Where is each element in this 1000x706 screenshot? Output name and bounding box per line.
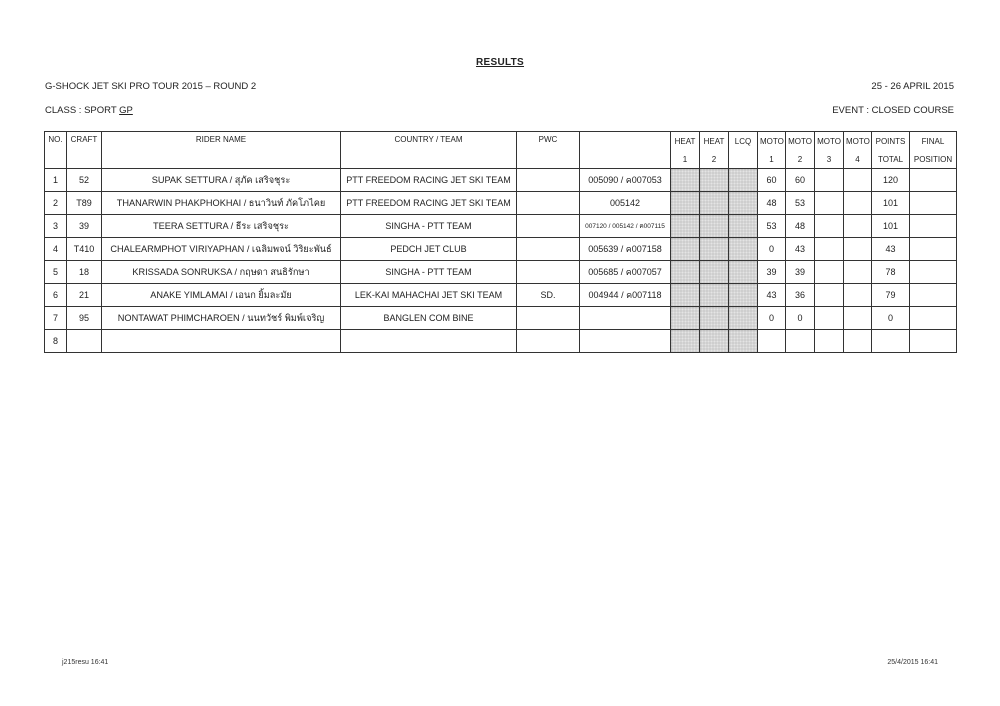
cell-rider-name: KRISSADA SONRUKSA / กฤษดา สนธิรักษา (102, 261, 341, 284)
header-pwc-number (580, 132, 671, 169)
table-row (45, 192, 957, 215)
cell-rider-name: THANARWIN PHAKPHOKHAI / ธนาวินท์ ภัคโภไคย (102, 192, 341, 215)
header-lcq-num (729, 150, 758, 169)
cell-no: 1 (45, 169, 67, 192)
table-row (45, 215, 957, 238)
header-final: FINAL (910, 132, 957, 151)
header-heat-2-num: 2 (700, 150, 729, 169)
cell-lcq (729, 238, 758, 261)
cell-moto-1: 0 (758, 307, 786, 330)
cell-pwc-number: 005090 / ค007053 (580, 169, 671, 192)
cell-final-position (910, 215, 957, 238)
cell-pwc (517, 238, 580, 261)
results-table (44, 131, 957, 353)
cell-craft: T89 (67, 192, 102, 215)
header-craft: CRAFT (67, 132, 102, 169)
cell-pwc-number: 005639 / ค007158 (580, 238, 671, 261)
header-moto-2: MOTO (786, 132, 815, 151)
footer-file-reference: j215resu 16:41 (62, 659, 109, 666)
cell-moto-3 (815, 330, 844, 353)
cell-pwc-number (580, 307, 671, 330)
results-table-body (45, 169, 957, 353)
cell-country-team: BANGLEN COM BINE (341, 307, 517, 330)
cell-country-team: PTT FREEDOM RACING JET SKI TEAM (341, 192, 517, 215)
cell-heat-1 (671, 215, 700, 238)
cell-points-total: 79 (872, 284, 910, 307)
cell-rider-name: TEERA SETTURA / ธีระ เสริจชุระ (102, 215, 341, 238)
cell-points-total: 78 (872, 261, 910, 284)
cell-points-total (872, 330, 910, 353)
header-moto-3: MOTO (815, 132, 844, 151)
cell-lcq (729, 215, 758, 238)
cell-moto-3 (815, 284, 844, 307)
cell-heat-1 (671, 284, 700, 307)
cell-points-total: 101 (872, 215, 910, 238)
header-lcq: LCQ (729, 132, 758, 151)
cell-moto-2: 48 (786, 215, 815, 238)
cell-moto-1: 43 (758, 284, 786, 307)
cell-pwc-number: 004944 / ค007118 (580, 284, 671, 307)
cell-points-total: 43 (872, 238, 910, 261)
cell-moto-4 (844, 238, 872, 261)
cell-heat-2 (700, 307, 729, 330)
cell-no: 3 (45, 215, 67, 238)
cell-rider-name (102, 330, 341, 353)
cell-lcq (729, 169, 758, 192)
cell-country-team: SINGHA - PTT TEAM (341, 261, 517, 284)
cell-craft: 39 (67, 215, 102, 238)
cell-craft: 18 (67, 261, 102, 284)
cell-no: 7 (45, 307, 67, 330)
cell-moto-4 (844, 284, 872, 307)
cell-pwc-number: 005142 (580, 192, 671, 215)
cell-heat-1 (671, 330, 700, 353)
header-position: POSITION (910, 150, 957, 169)
table-row (45, 307, 957, 330)
header-country-team: COUNTRY / TEAM (341, 132, 517, 169)
cell-craft: T410 (67, 238, 102, 261)
cell-pwc-number: 007120 / 005142 / ค007115 (580, 215, 671, 238)
cell-heat-2 (700, 192, 729, 215)
cell-final-position (910, 284, 957, 307)
cell-no: 8 (45, 330, 67, 353)
event-type: EVENT : CLOSED COURSE (832, 105, 954, 116)
cell-heat-1 (671, 169, 700, 192)
cell-final-position (910, 261, 957, 284)
cell-rider-name: CHALEARMPHOT VIRIYAPHAN / เฉลิมพจน์ วิริยะพันธ์ (102, 238, 341, 261)
cell-craft: 21 (67, 284, 102, 307)
event-name: G-SHOCK JET SKI PRO TOUR 2015 – ROUND 2 (45, 81, 257, 92)
cell-heat-1 (671, 261, 700, 284)
cell-pwc (517, 261, 580, 284)
footer-print-timestamp: 25/4/2015 16:41 (887, 659, 938, 666)
header-moto-1-num: 1 (758, 150, 786, 169)
race-class (45, 105, 133, 116)
cell-moto-2: 36 (786, 284, 815, 307)
cell-pwc (517, 192, 580, 215)
cell-final-position (910, 307, 957, 330)
table-row (45, 169, 957, 192)
table-row (45, 238, 957, 261)
cell-lcq (729, 307, 758, 330)
cell-pwc-number (580, 330, 671, 353)
cell-moto-2: 43 (786, 238, 815, 261)
cell-country-team: PTT FREEDOM RACING JET SKI TEAM (341, 169, 517, 192)
cell-craft: 52 (67, 169, 102, 192)
cell-moto-2: 60 (786, 169, 815, 192)
header-moto-2-num: 2 (786, 150, 815, 169)
header-points: POINTS (872, 132, 910, 151)
header-pwc: PWC (517, 132, 580, 169)
cell-moto-2: 0 (786, 307, 815, 330)
table-row (45, 330, 957, 353)
cell-moto-2 (786, 330, 815, 353)
race-class-prefix: CLASS : SPORT (45, 105, 120, 116)
cell-pwc-number: 005685 / ค007057 (580, 261, 671, 284)
cell-rider-name: NONTAWAT PHIMCHAROEN / นนทวัชร์ พิมพ์เจริญ (102, 307, 341, 330)
cell-heat-2 (700, 330, 729, 353)
header-total: TOTAL (872, 150, 910, 169)
cell-moto-1: 48 (758, 192, 786, 215)
cell-no: 2 (45, 192, 67, 215)
cell-heat-2 (700, 215, 729, 238)
table-row (45, 284, 957, 307)
cell-pwc (517, 215, 580, 238)
cell-moto-3 (815, 169, 844, 192)
race-class-suffix: GP (119, 105, 133, 116)
cell-country-team: LEK-KAI MAHACHAI JET SKI TEAM (341, 284, 517, 307)
header-moto-1: MOTO (758, 132, 786, 151)
cell-moto-4 (844, 307, 872, 330)
cell-pwc (517, 307, 580, 330)
cell-moto-1: 53 (758, 215, 786, 238)
header-heat-2: HEAT (700, 132, 729, 151)
cell-final-position (910, 192, 957, 215)
cell-moto-3 (815, 192, 844, 215)
cell-heat-2 (700, 284, 729, 307)
cell-pwc (517, 169, 580, 192)
cell-moto-4 (844, 192, 872, 215)
header-moto-4: MOTO (844, 132, 872, 151)
cell-heat-2 (700, 261, 729, 284)
cell-pwc (517, 330, 580, 353)
cell-moto-1 (758, 330, 786, 353)
cell-moto-4 (844, 330, 872, 353)
cell-final-position (910, 169, 957, 192)
cell-lcq (729, 261, 758, 284)
cell-moto-2: 39 (786, 261, 815, 284)
cell-moto-1: 0 (758, 238, 786, 261)
event-date: 25 - 26 APRIL 2015 (871, 81, 954, 92)
cell-country-team: SINGHA - PTT TEAM (341, 215, 517, 238)
results-title: RESULTS (475, 57, 525, 68)
cell-points-total: 120 (872, 169, 910, 192)
cell-heat-2 (700, 238, 729, 261)
cell-moto-2: 53 (786, 192, 815, 215)
cell-heat-1 (671, 192, 700, 215)
cell-country-team: PEDCH JET CLUB (341, 238, 517, 261)
cell-no: 6 (45, 284, 67, 307)
cell-moto-3 (815, 215, 844, 238)
cell-heat-2 (700, 169, 729, 192)
cell-final-position (910, 330, 957, 353)
table-row (45, 261, 957, 284)
header-no: NO. (45, 132, 67, 169)
cell-rider-name: SUPAK SETTURA / สุภัค เสริจชุระ (102, 169, 341, 192)
header-rider-name: RIDER NAME (102, 132, 341, 169)
cell-craft (67, 330, 102, 353)
cell-craft: 95 (67, 307, 102, 330)
cell-heat-1 (671, 307, 700, 330)
cell-moto-1: 39 (758, 261, 786, 284)
header-heat-1: HEAT (671, 132, 700, 151)
cell-points-total: 101 (872, 192, 910, 215)
cell-lcq (729, 330, 758, 353)
cell-lcq (729, 284, 758, 307)
cell-heat-1 (671, 238, 700, 261)
cell-country-team (341, 330, 517, 353)
cell-final-position (910, 238, 957, 261)
cell-lcq (729, 192, 758, 215)
cell-points-total: 0 (872, 307, 910, 330)
results-table-header (45, 132, 957, 169)
cell-rider-name: ANAKE YIMLAMAI / เอนก ยิ้มละมัย (102, 284, 341, 307)
cell-moto-1: 60 (758, 169, 786, 192)
cell-moto-3 (815, 261, 844, 284)
cell-no: 4 (45, 238, 67, 261)
cell-moto-4 (844, 169, 872, 192)
cell-moto-4 (844, 261, 872, 284)
header-moto-3-num: 3 (815, 150, 844, 169)
cell-pwc: SD. (517, 284, 580, 307)
header-heat-1-num: 1 (671, 150, 700, 169)
cell-moto-4 (844, 215, 872, 238)
cell-moto-3 (815, 307, 844, 330)
cell-no: 5 (45, 261, 67, 284)
header-moto-4-num: 4 (844, 150, 872, 169)
cell-moto-3 (815, 238, 844, 261)
